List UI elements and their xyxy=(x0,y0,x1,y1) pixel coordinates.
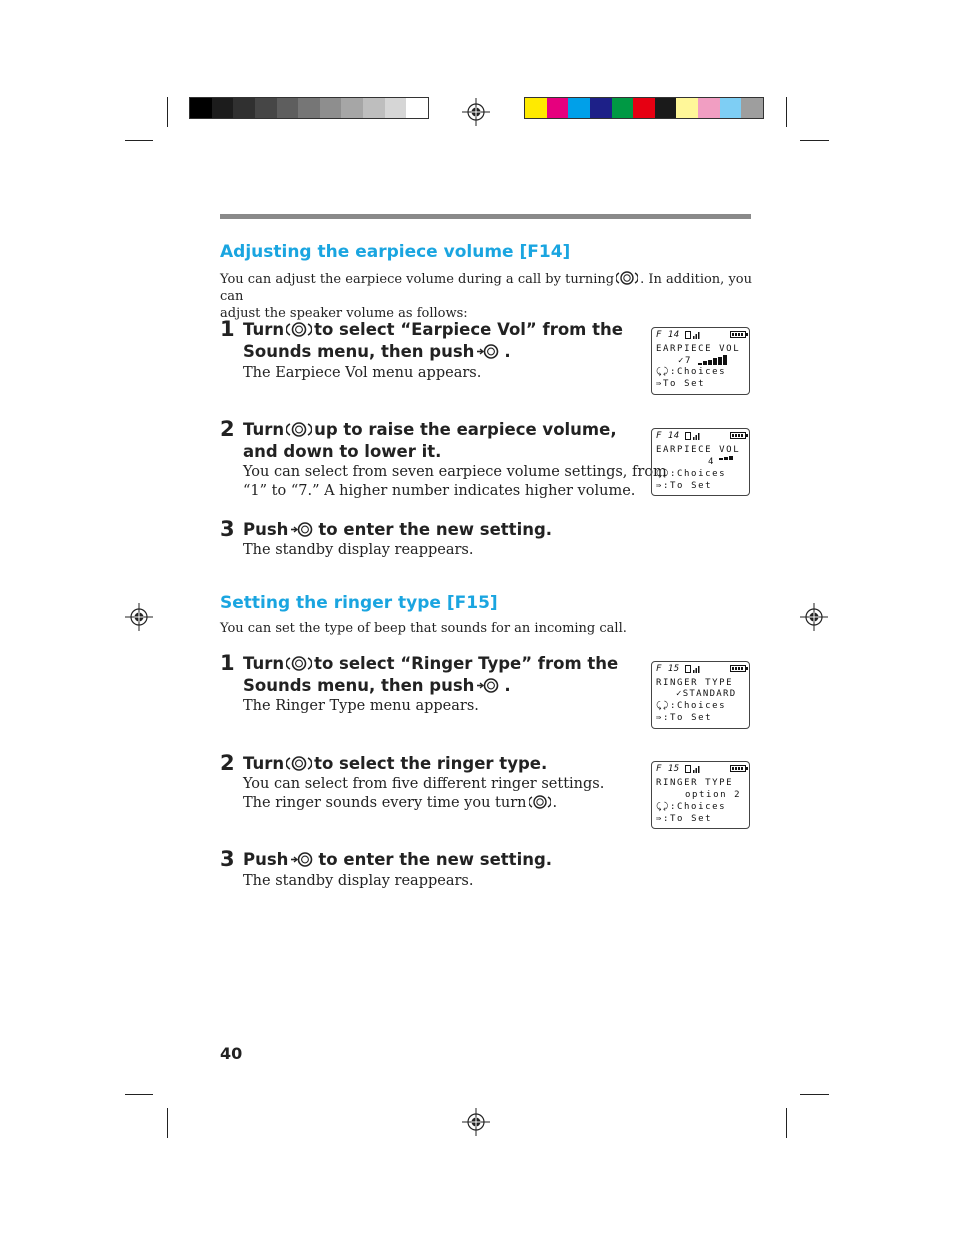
lcd-current-value: ✓7 xyxy=(678,356,693,366)
step-heading: Turn up to raise the earpiece volume, and down to lower it. xyxy=(243,420,617,461)
step-number: 3 xyxy=(220,517,235,541)
jog-dial-turn-icon xyxy=(286,321,312,338)
lcd-display-ringer-option-2 xyxy=(651,761,750,829)
function-code: F 15 xyxy=(656,764,680,774)
gray-swatch xyxy=(233,98,255,118)
jog-dial-turn-icon xyxy=(616,270,638,286)
color-swatch xyxy=(633,98,655,118)
jog-dial-turn-icon xyxy=(286,755,312,772)
volume-bar xyxy=(698,363,702,365)
volume-bar xyxy=(723,355,727,365)
crop-mark xyxy=(786,1108,787,1138)
color-swatch xyxy=(612,98,634,118)
lcd-display-earpiece-vol-7 xyxy=(651,327,750,395)
section-title-ringer-type: Setting the ringer type [F15] xyxy=(220,593,498,613)
step-description: The standby display reappears. xyxy=(243,873,474,889)
gray-swatch xyxy=(277,98,299,118)
lcd-set-hint: ⇛To Set xyxy=(656,379,706,389)
crop-mark xyxy=(800,1094,829,1095)
gray-swatch xyxy=(363,98,385,118)
gray-swatch xyxy=(385,98,407,118)
step-description: You can select from five different ringer settings. The ringer sounds every time you turn . xyxy=(243,776,605,811)
color-swatch xyxy=(720,98,742,118)
crop-mark xyxy=(125,140,153,141)
gray-swatch xyxy=(320,98,342,118)
step-heading: Turn to select the ringer type. xyxy=(243,754,548,773)
signal-strength-icon xyxy=(685,665,701,673)
step-description: The Ringer Type menu appears. xyxy=(243,698,479,714)
jog-dial-push-icon xyxy=(290,851,316,868)
volume-level-bars xyxy=(719,456,733,460)
lcd-choices-hint: ⤹⤸:Choices xyxy=(656,802,727,812)
crop-mark xyxy=(167,1108,168,1138)
jog-dial-push-icon xyxy=(290,521,316,538)
lcd-menu-title: RINGER TYPE xyxy=(656,778,734,788)
lcd-set-hint: ⇛:To Set xyxy=(656,481,713,491)
signal-strength-icon xyxy=(685,765,701,773)
lcd-choices-hint: ⤹⤸:Choices xyxy=(656,367,727,377)
crop-mark xyxy=(800,140,829,141)
gray-swatch xyxy=(255,98,277,118)
color-swatch xyxy=(568,98,590,118)
gray-swatch xyxy=(341,98,363,118)
step-heading: Turn to select “Earpiece Vol” from the Sounds menu, then push . xyxy=(243,320,623,361)
jog-dial-push-icon xyxy=(476,343,502,360)
lcd-menu-title: EARPIECE VOL xyxy=(656,344,741,354)
lcd-current-value: ✓STANDARD xyxy=(676,689,737,699)
gray-swatch xyxy=(190,98,212,118)
registration-mark-icon xyxy=(125,603,153,631)
battery-icon xyxy=(730,331,746,338)
jog-dial-turn-icon xyxy=(286,655,312,672)
section-intro: You can set the type of beep that sounds for an incoming call. xyxy=(220,621,627,636)
lcd-display-earpiece-vol-4 xyxy=(651,428,750,496)
volume-bar xyxy=(713,358,717,365)
step-number: 2 xyxy=(220,417,235,441)
step-description: You can select from seven earpiece volume settings, from “1” to “7.” A higher number indicates higher volume. xyxy=(243,464,667,499)
step-heading: Turn to select “Ringer Type” from the Sounds menu, then push . xyxy=(243,654,619,695)
step-description: The standby display reappears. xyxy=(243,542,474,558)
registration-mark-icon xyxy=(462,98,490,126)
grayscale-calibration-strip xyxy=(189,97,429,119)
volume-bar xyxy=(718,357,722,365)
jog-dial-push-icon xyxy=(476,677,502,694)
lcd-current-value: option 2 xyxy=(685,790,742,800)
color-swatch xyxy=(655,98,677,118)
gray-swatch xyxy=(406,98,428,118)
volume-bar xyxy=(703,361,707,365)
lcd-display-ringer-standard xyxy=(651,661,750,729)
gray-swatch xyxy=(298,98,320,118)
lcd-choices-hint: ⤹⤸:Choices xyxy=(656,701,727,711)
function-code: F 14 xyxy=(656,330,680,340)
jog-dial-turn-icon xyxy=(286,421,312,438)
function-code: F 15 xyxy=(656,664,680,674)
page-number: 40 xyxy=(220,1044,243,1063)
section-intro: You can adjust the earpiece volume during a call by turning . In addition, you can adjust the speaker volume as follows: xyxy=(220,272,752,321)
signal-strength-icon xyxy=(685,331,701,339)
color-swatch xyxy=(547,98,569,118)
lcd-menu-title: EARPIECE VOL xyxy=(656,445,741,455)
color-swatch xyxy=(525,98,547,118)
battery-icon xyxy=(730,665,746,672)
lcd-current-value: 4 xyxy=(708,457,716,467)
battery-icon xyxy=(730,432,746,439)
volume-bar xyxy=(724,457,728,460)
lcd-menu-title: RINGER TYPE xyxy=(656,678,734,688)
color-calibration-strip xyxy=(524,97,764,119)
section-title-earpiece-volume: Adjusting the earpiece volume [F14] xyxy=(220,242,571,262)
volume-bar xyxy=(719,458,723,460)
section-rule xyxy=(220,214,751,219)
color-swatch xyxy=(741,98,763,118)
jog-dial-turn-icon xyxy=(529,794,551,810)
crop-mark xyxy=(167,97,168,127)
step-number: 1 xyxy=(220,317,235,341)
step-description: The Earpiece Vol menu appears. xyxy=(243,365,482,381)
registration-mark-icon xyxy=(800,603,828,631)
step-number: 2 xyxy=(220,751,235,775)
step-heading: Push to enter the new setting. xyxy=(243,850,553,869)
step-number: 1 xyxy=(220,651,235,675)
lcd-set-hint: ⇛:To Set xyxy=(656,814,713,824)
volume-bar xyxy=(729,456,733,460)
crop-mark xyxy=(786,97,787,127)
color-swatch xyxy=(676,98,698,118)
color-swatch xyxy=(590,98,612,118)
volume-level-bars xyxy=(698,355,727,365)
crop-mark xyxy=(125,1094,153,1095)
gray-swatch xyxy=(212,98,234,118)
step-number: 3 xyxy=(220,847,235,871)
step-heading: Push to enter the new setting. xyxy=(243,520,553,539)
battery-icon xyxy=(730,765,746,772)
registration-mark-icon xyxy=(462,1108,490,1136)
lcd-set-hint: ⇛:To Set xyxy=(656,713,713,723)
signal-strength-icon xyxy=(685,432,701,440)
lcd-choices-hint: ⤹⤸:Choices xyxy=(656,469,727,479)
volume-bar xyxy=(708,360,712,365)
function-code: F 14 xyxy=(656,431,680,441)
color-swatch xyxy=(698,98,720,118)
